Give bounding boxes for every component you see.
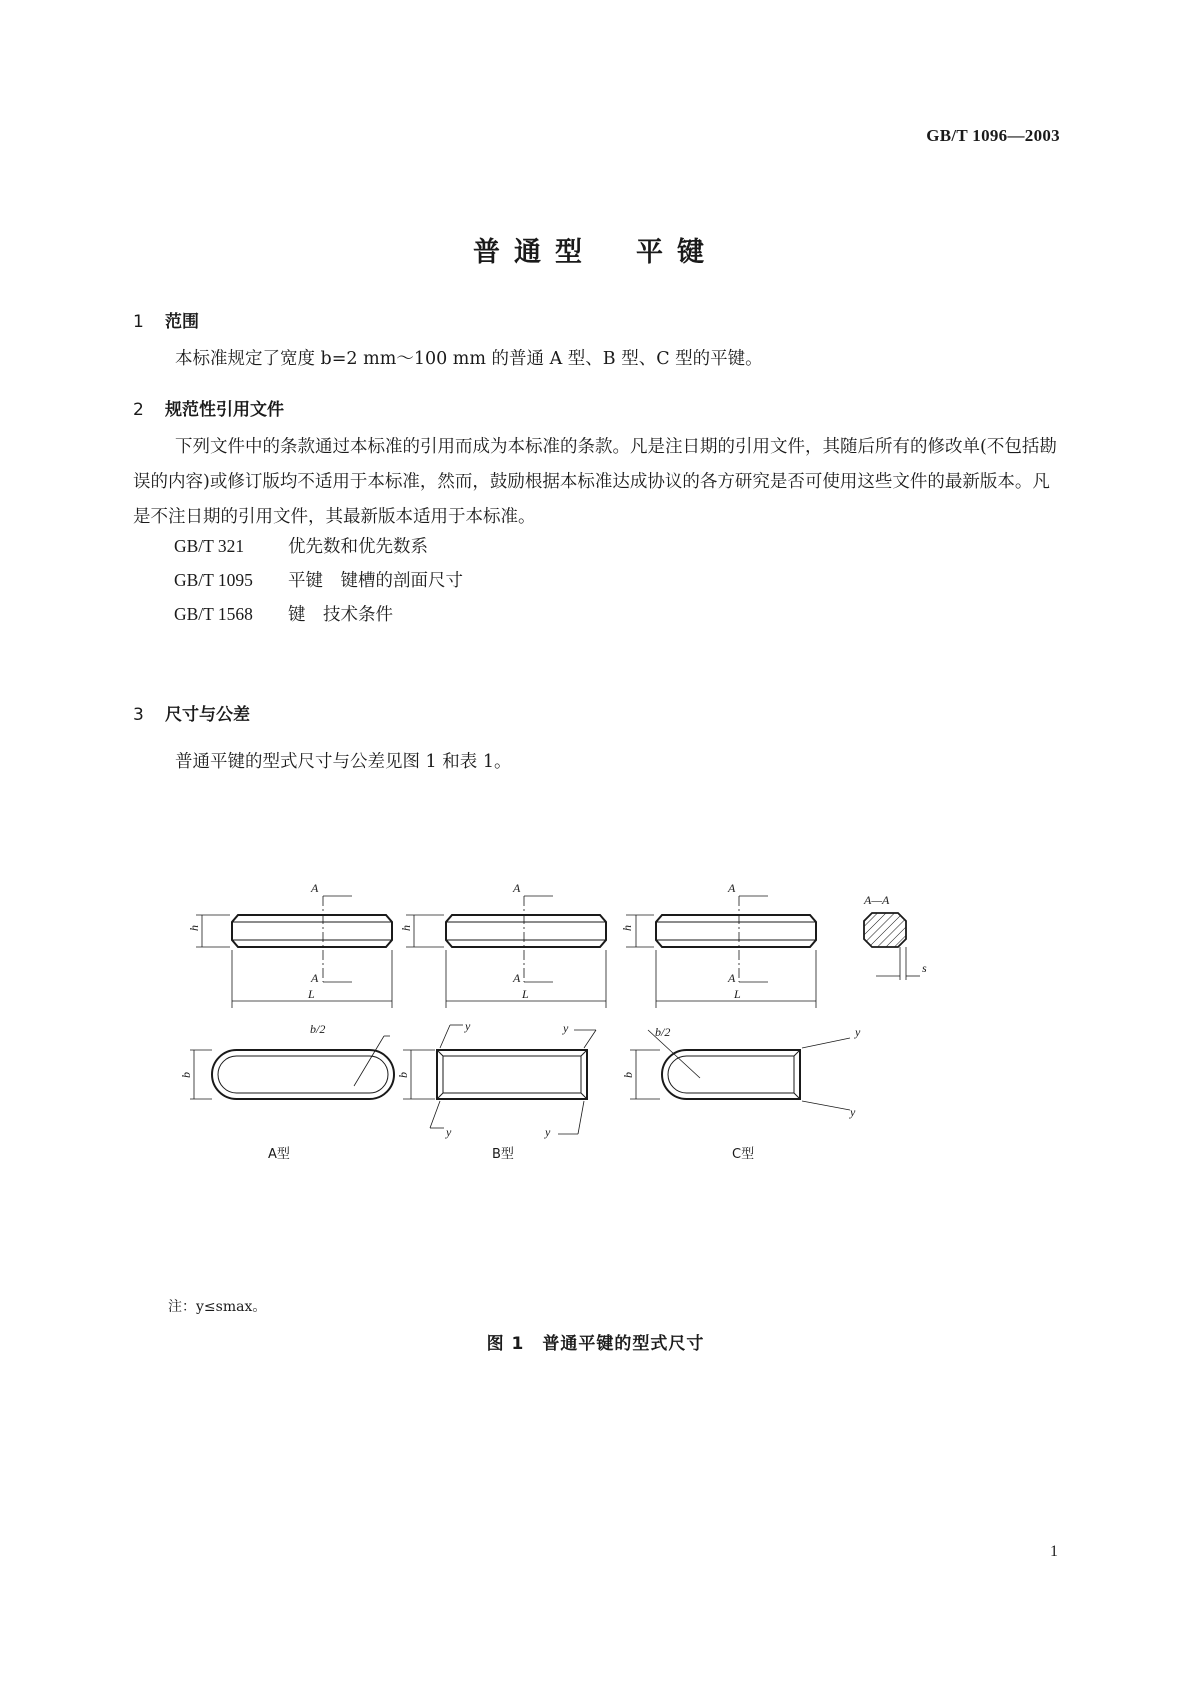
section-2-title: 规范性引用文件 [165, 400, 284, 420]
section-mark-a: A [513, 881, 521, 895]
page-number: 1 [1050, 1543, 1058, 1560]
plan-view-b [403, 1025, 596, 1134]
standard-code: GB/T 1096—2003 [926, 126, 1060, 145]
type-b-label: B型 [492, 1147, 514, 1162]
section-1-heading [133, 307, 199, 332]
section-3-title: 尺寸与公差 [165, 705, 250, 725]
dim-b-half-label: b/2 [310, 1022, 326, 1036]
dim-h-label: h [187, 925, 201, 931]
section-mark-a: A [728, 971, 736, 985]
chamfer-y-label: y [545, 1125, 551, 1139]
reference-item [174, 533, 428, 558]
reference-code: GB/T 321 [174, 536, 245, 556]
section-mark-a: A [513, 971, 521, 985]
section-mark-a: A [311, 971, 319, 985]
side-view-a [196, 896, 392, 1008]
reference-item [174, 601, 393, 626]
dim-h-label: h [399, 925, 413, 931]
reference-item [174, 567, 463, 592]
dim-b-label: b [621, 1072, 635, 1078]
section-mark-a: A [728, 881, 736, 895]
reference-code: GB/T 1095 [174, 570, 253, 590]
figure-1-drawing [160, 858, 1040, 1272]
dim-l-label: L [308, 987, 315, 1001]
section-3-heading [133, 700, 250, 725]
section-3-text: 普通平键的型式尺寸与公差见图 1 和表 1。 [175, 752, 512, 772]
section-title-label: A—A [864, 893, 890, 907]
side-view-c [626, 896, 816, 1008]
dim-l-label: L [522, 987, 529, 1001]
section-2-number: 2 [133, 400, 144, 420]
section-2-text: 下列文件中的条款通过本标准的引用而成为本标准的条款。凡是注日期的引用文件，其随后所有的修改单(不包括勘误的内容)或修订版均不适用于本标准，然而，鼓励根据本标准达成协议的各方研究是否可使用这些文件的最新版本。凡是不注日期的引用文件，其最新版本适用于本标准。 [133, 437, 1057, 527]
chamfer-y-label: y [465, 1019, 471, 1033]
dim-l-label: L [734, 987, 741, 1001]
plan-view-c [630, 1030, 850, 1110]
figure-caption: 图 1 普通平键的型式尺寸 [486, 1334, 705, 1354]
document-title [0, 230, 1191, 269]
title-part-1: 普通型 [473, 237, 596, 268]
type-a-label: A型 [268, 1147, 290, 1162]
reference-title: 平键 键槽的剖面尺寸 [288, 571, 463, 591]
type-c-label: C型 [732, 1147, 755, 1162]
dim-b-label: b [179, 1072, 193, 1078]
chamfer-y-label: y [855, 1025, 861, 1039]
dim-b-half-label: b/2 [655, 1025, 671, 1039]
reference-code: GB/T 1568 [174, 604, 253, 624]
dim-s-label: s [922, 961, 927, 975]
title-part-2: 平键 [636, 237, 718, 268]
side-view-b [406, 896, 606, 1008]
chamfer-y-label: y [563, 1021, 569, 1035]
dim-h-label: h [620, 925, 634, 931]
reference-title: 优先数和优先数系 [288, 537, 428, 557]
plan-view-a [190, 1036, 394, 1099]
chamfer-y-label: y [446, 1125, 452, 1139]
section-1-number: 1 [133, 312, 144, 332]
section-mark-a: A [311, 881, 319, 895]
dim-b-label: b [396, 1072, 410, 1078]
section-3-number: 3 [133, 705, 144, 725]
section-view [864, 913, 920, 980]
reference-title: 键 技术条件 [288, 605, 393, 625]
section-1-title: 范围 [165, 312, 199, 332]
section-1-text: 本标准规定了宽度 b=2 mm～100 mm 的普通 A 型、B 型、C 型的平键。 [175, 349, 763, 369]
chamfer-y-label: y [850, 1105, 856, 1119]
section-2-heading [133, 395, 284, 420]
figure-note: 注：y≤smax。 [168, 1299, 267, 1315]
